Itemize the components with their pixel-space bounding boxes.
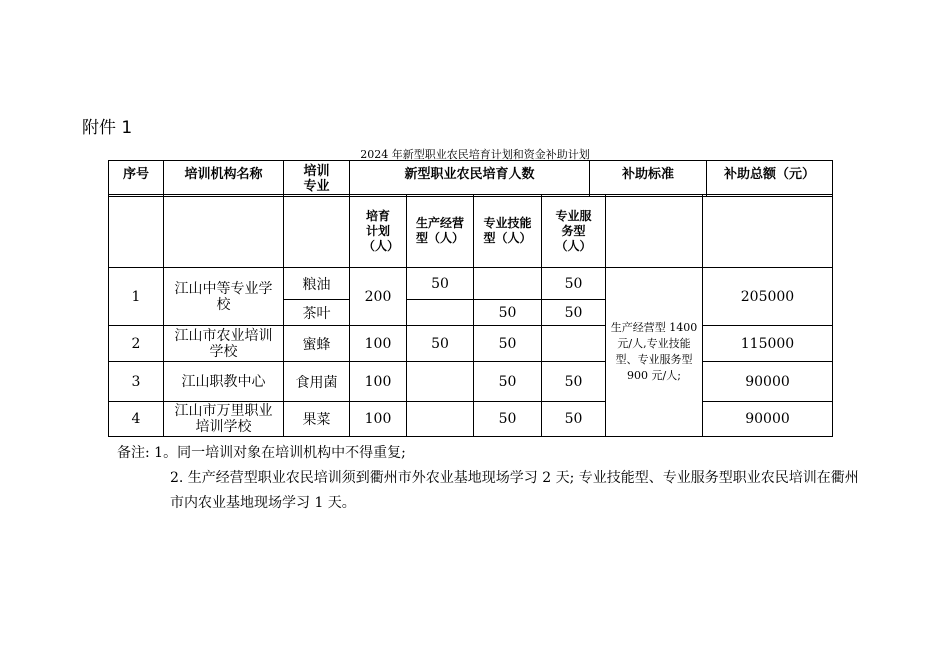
row-no: 4 xyxy=(109,402,164,437)
row-service: 50 xyxy=(542,268,606,300)
row-plan: 100 xyxy=(350,362,407,402)
row-no: 1 xyxy=(109,268,164,326)
row-production: 50 xyxy=(407,326,474,362)
row-org: 江山市农业培训学校 xyxy=(164,326,284,362)
row-org: 江山职教中心 xyxy=(164,362,284,402)
sub-empty-standard xyxy=(606,195,703,268)
row-total: 90000 xyxy=(703,402,833,437)
row-skill: 50 xyxy=(474,362,542,402)
row-service: 50 xyxy=(542,300,606,326)
row-no: 3 xyxy=(109,362,164,402)
table-row xyxy=(109,402,833,437)
row-production xyxy=(407,402,474,437)
document-title: 2024 年新型职业农民培育计划和资金补助计划 xyxy=(360,148,590,161)
row-major: 蜜蜂 xyxy=(284,326,350,362)
note-line-1: 备注: 1。同一培训对象在培训机构中不得重复; xyxy=(117,445,406,461)
header-count-group: 新型职业农民培育人数 xyxy=(350,161,590,197)
header-total: 补助总额（元） xyxy=(707,161,833,197)
row-total: 115000 xyxy=(703,326,833,362)
row-org: 江山中等专业学校 xyxy=(164,268,284,326)
sub-empty-total xyxy=(703,195,833,268)
sub-empty-no xyxy=(109,195,164,268)
row-service xyxy=(542,326,606,362)
row-major: 茶叶 xyxy=(284,300,350,326)
note-line-2: 2. 生产经营型职业农民培训须到衢州市外农业基地现场学习 2 天; 专业技能型、专业服务型职业农民培训在衢州市内农业基地现场学习 1 天。 xyxy=(170,470,859,511)
sub-header-production: 生产经营型（人） xyxy=(407,195,474,268)
header-major: 培训专业 xyxy=(284,161,350,197)
table-row xyxy=(109,362,833,402)
table-header xyxy=(108,160,833,197)
row-skill: 50 xyxy=(474,402,542,437)
table-row xyxy=(109,268,833,300)
attachment-label: 附件 1 xyxy=(82,118,133,138)
header-standard: 补助标准 xyxy=(590,161,707,197)
row-plan: 100 xyxy=(350,326,407,362)
row-major: 果菜 xyxy=(284,402,350,437)
row-skill: 50 xyxy=(474,326,542,362)
row-plan: 100 xyxy=(350,402,407,437)
row-no: 2 xyxy=(109,326,164,362)
row-org: 江山市万里职业培训学校 xyxy=(164,402,284,437)
row-production xyxy=(407,300,474,326)
sub-empty-org xyxy=(164,195,284,268)
row-service: 50 xyxy=(542,362,606,402)
row-major: 粮油 xyxy=(284,268,350,300)
row-total: 205000 xyxy=(703,268,833,326)
row-major: 食用菌 xyxy=(284,362,350,402)
sub-header-skill: 专业技能型（人） xyxy=(474,195,542,268)
row-plan: 200 xyxy=(350,268,407,326)
table-row xyxy=(109,326,833,362)
subsidy-standard: 生产经营型 1400 元/人,专业技能型、专业服务型 900 元/人; xyxy=(606,268,703,437)
row-production: 50 xyxy=(407,268,474,300)
header-no: 序号 xyxy=(109,161,164,197)
sub-header-plan: 培育计划（人） xyxy=(350,195,407,268)
row-service: 50 xyxy=(542,402,606,437)
sub-header-service: 专业服务型（人） xyxy=(542,195,606,268)
row-skill: 50 xyxy=(474,300,542,326)
data-table xyxy=(108,194,833,437)
row-production xyxy=(407,362,474,402)
row-total: 90000 xyxy=(703,362,833,402)
sub-empty-major xyxy=(284,195,350,268)
header-org: 培训机构名称 xyxy=(164,161,284,197)
row-skill xyxy=(474,268,542,300)
